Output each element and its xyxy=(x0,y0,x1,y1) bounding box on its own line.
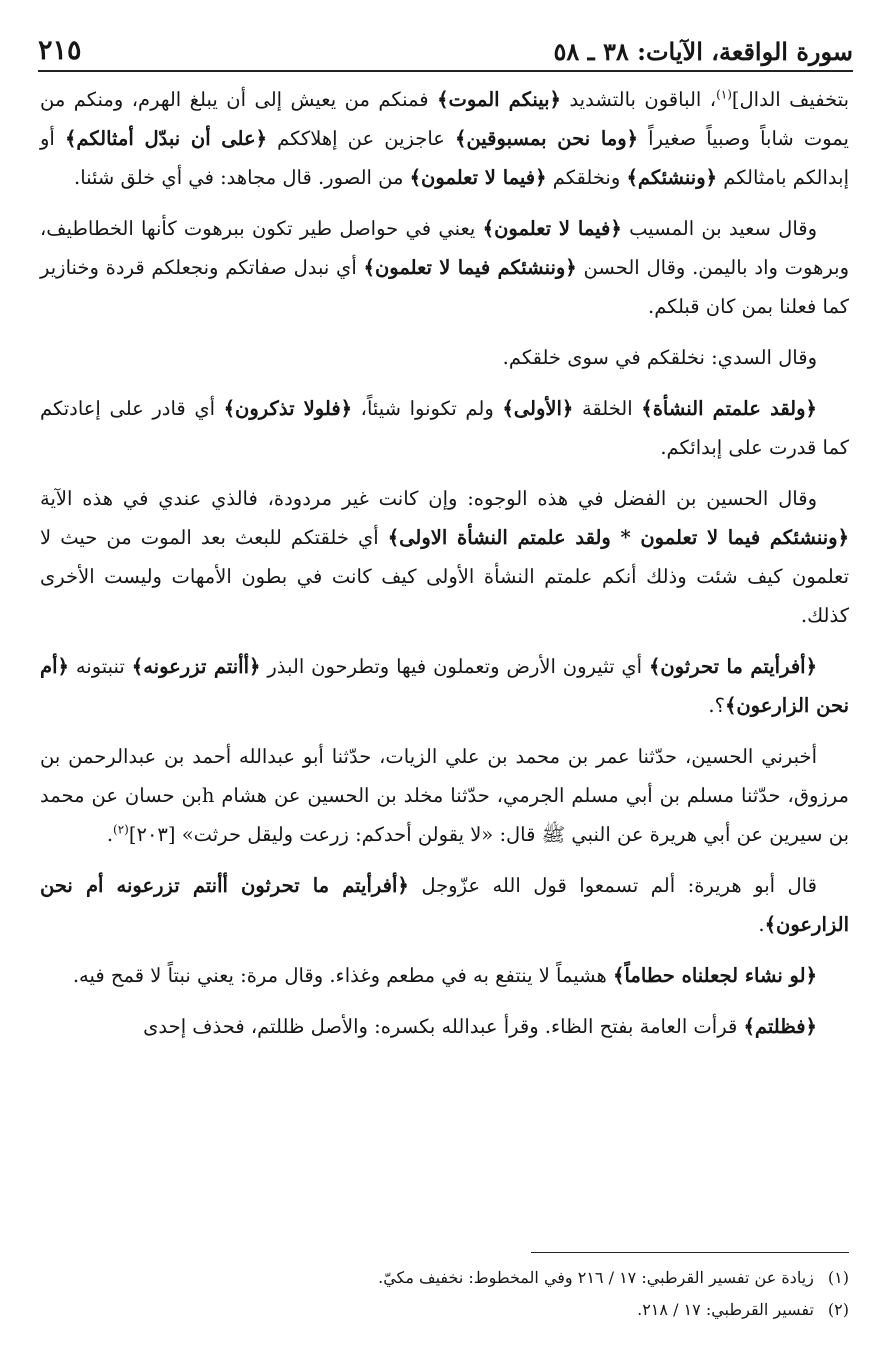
paragraph xyxy=(40,389,849,467)
quran-quote: ﴿فيما لا تعلمون﴾ xyxy=(482,217,622,240)
footnote xyxy=(40,1294,849,1326)
text-run: عاجزين عن إهلاككم xyxy=(267,127,456,150)
quran-quote: ﴿على أن نبدّل أمثالكم﴾ xyxy=(64,127,268,150)
paragraph xyxy=(40,80,849,197)
text-run: قرأت العامة بفتح الظاء. وقرأ عبدالله بكسره: والأصل ظللتم، فحذف إحدى xyxy=(143,1015,744,1038)
text-run: فمنكم من يعيش إلى أن يبلغ الهرم، ومنكم من يموت شاباً وصبياً صغيراً xyxy=(40,88,849,150)
footnotes xyxy=(40,1262,849,1326)
text-run: من الصور. قال مجاهد: في أي خلق شئنا. xyxy=(74,166,410,189)
quran-quote: ﴿أم نحن الزارعون﴾ xyxy=(40,655,849,717)
main-text xyxy=(40,80,849,1058)
text-run: أو إبدالكم بامثالكم xyxy=(40,127,849,189)
quran-quote: ﴿فلولا تذكرون﴾ xyxy=(223,397,353,420)
quran-quote: ﴿فظلتم﴾ xyxy=(743,1015,817,1038)
text-run: قال أبو هريرة: ألم تسمعوا قول الله عزّوجل xyxy=(408,874,817,897)
text-run: وقال الحسين بن الفضل في هذه الوجوه: وإن كانت غير مردودة، فالذي عندي في هذه الآية xyxy=(40,487,817,510)
footnote-divider xyxy=(531,1252,849,1253)
quran-quote: ﴿أأنتم تزرعونه﴾ xyxy=(131,655,261,678)
footnote xyxy=(40,1262,849,1294)
quran-quote: ﴿لو نشاء لجعلناه حطاماً﴾ xyxy=(613,964,817,987)
paragraph xyxy=(40,209,849,326)
quran-quote: ﴿فيما لا تعلمون﴾ xyxy=(409,166,547,189)
text-run: ولم تكونوا شيئاً، xyxy=(352,397,503,420)
footnote-number: (٢) xyxy=(827,1300,849,1319)
text-run: تنبتونه xyxy=(68,655,132,678)
text-run: يعني في حواصل طير تكون ببرهوت كأنها الخطاطيف، وبرهوت واد باليمن. وقال الحسن xyxy=(40,217,849,279)
page-header xyxy=(38,28,853,72)
quran-quote: ﴿وننشئكم فيما لا تعلمون﴾ xyxy=(363,256,577,279)
text-run: بتخفيف الدال] xyxy=(731,88,849,111)
quran-quote: ﴿أفرأيتم ما تحرثون أأنتم تزرعونه أم نحن الزارعون﴾ xyxy=(40,874,849,936)
quran-quote: ﴿وننشئكم فيما لا تعلمون * ولقد علمتم النشأة الاولى﴾ xyxy=(387,526,849,549)
quran-quote: ﴿أفرأيتم ما تحرثون﴾ xyxy=(648,655,817,678)
text-run: أي نبدل صفاتكم ونجعلكم قردة وخنازير كما فعلنا بمن كان قبلكم. xyxy=(40,256,849,318)
footnote-number: (١) xyxy=(827,1268,849,1287)
text-run: أي قادر على إعادتكم كما قدرت على إبدائكم. xyxy=(40,397,849,459)
text-run: أي خلقتكم للبعث بعد الموت من حيث لا تعلمون كيف شئت وذلك أنكم علمتم النشأة الأولى كيف كانت في بطون الأمهات وليست الأخرى كذلك. xyxy=(40,526,849,627)
paragraph xyxy=(40,956,849,995)
paragraph xyxy=(40,737,849,854)
text-run: وقال سعيد بن المسيب xyxy=(621,217,817,240)
text-run: ؟. xyxy=(708,694,725,717)
text-run: . xyxy=(758,913,765,936)
text-run: الخلقة xyxy=(573,397,642,420)
footnote-marker: (١) xyxy=(716,87,732,102)
quran-quote: ﴿بينكم الموت﴾ xyxy=(437,88,561,111)
quran-quote: ﴿وننشئكم﴾ xyxy=(626,166,718,189)
text-run: أي تثيرون الأرض وتعملون فيها وتطرحون البذر xyxy=(260,655,649,678)
footnote-text: تفسير القرطبي: ١٧ / ٢١٨. xyxy=(637,1300,819,1319)
page-number: ٢١٥ xyxy=(38,35,82,66)
paragraph xyxy=(40,338,849,377)
quran-quote: ﴿ولقد علمتم النشأة﴾ xyxy=(641,397,817,420)
text-run: ونخلقكم xyxy=(546,166,627,189)
text-run: ، الباقون بالتشديد xyxy=(560,88,717,111)
paragraph xyxy=(40,479,849,635)
paragraph xyxy=(40,647,849,725)
quran-quote: ﴿الأولى﴾ xyxy=(502,397,574,420)
paragraph xyxy=(40,866,849,944)
paragraph xyxy=(40,1007,849,1046)
footnote-marker: (٢) xyxy=(113,822,129,837)
quran-quote: ﴿وما نحن بمسبوقين﴾ xyxy=(455,127,639,150)
text-run: وقال السدي: نخلقكم في سوى خلقكم. xyxy=(502,346,817,369)
text-run: أخبرني الحسين، حدّثنا عمر بن محمد بن علي الزيات، حدّثنا أبو عبدالله أحمد بن عبدالرحمن بن مرزوق، حدّثنا مسلم بن أبي مسلم الجرمي، حدّثنا مخلد بن الحسين عن هشام hبن حسان عن محمد بن سيرين عن أبي هريرة عن النبي ﷺ قال: «لا يقولن أحدكم: زرعت وليقل حرثت» [٢٠٣] xyxy=(40,745,849,846)
running-title: سورة الواقعة، الآيات: ٣٨ ـ ٥٨ xyxy=(553,37,853,66)
footnote-text: زيادة عن تفسير القرطبي: ١٧ / ٢١٦ وفي المخطوط: نخفيف مكيّ. xyxy=(378,1268,819,1287)
text-run: . xyxy=(106,823,114,846)
text-run: هشيماً لا ينتفع به في مطعم وغذاء. وقال مرة: يعني نبتاً لا قمح فيه. xyxy=(72,964,614,987)
